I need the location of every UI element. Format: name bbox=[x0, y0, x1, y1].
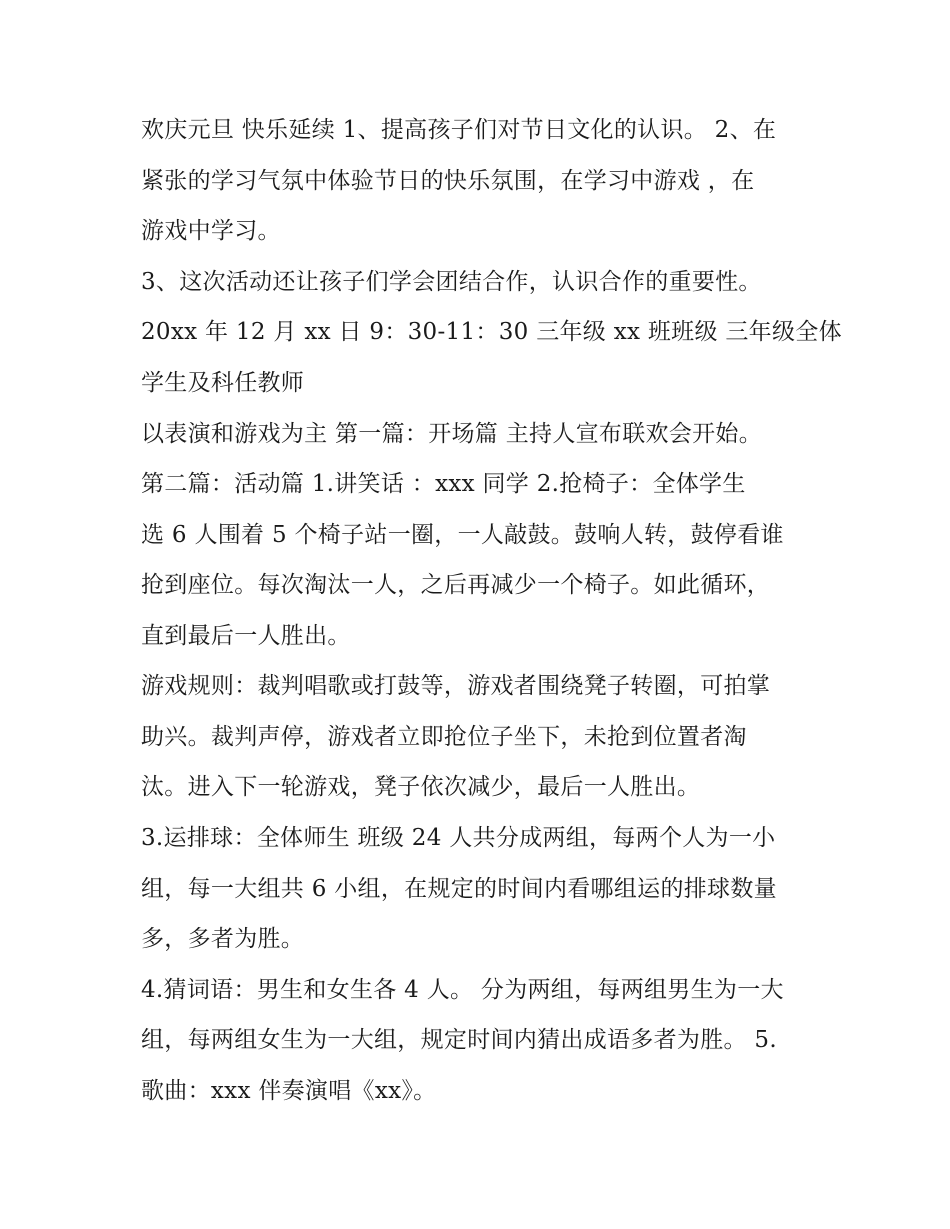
text-line: 4.猜词语：男生和女生各 4 人。 分为两组，每两组男生为一大 bbox=[141, 977, 784, 1003]
text-line: 学生及科任教师 bbox=[141, 370, 305, 396]
text-line: 直到最后一人胜出。 bbox=[141, 623, 351, 649]
text-line: 20xx 年 12 月 xx 日 9：30-11：30 三年级 xx 班班级 三年级全体 bbox=[141, 319, 842, 345]
text-line: 歌曲：xxx 伴奏演唱《xx》。 bbox=[141, 1078, 437, 1104]
text-line: 3、这次活动还让孩子们学会团结合作，认识合作的重要性。 bbox=[141, 269, 762, 295]
text-line: 游戏规则：裁判唱歌或打鼓等，游戏者围绕凳子转圈，可拍掌 bbox=[141, 673, 771, 699]
text-line: 助兴。裁判声停，游戏者立即抢位子坐下，未抢到位置者淘 bbox=[141, 724, 747, 750]
text-line: 紧张的学习气氛中体验节日的快乐氛围，在学习中游戏 ，在 bbox=[141, 168, 755, 194]
text-line: 3.运排球：全体师生 班级 24 人共分成两组，每两个人为一小 bbox=[141, 825, 776, 851]
text-line: 欢庆元旦 快乐延续 1、提高孩子们对节日文化的认识。 2、在 bbox=[141, 117, 777, 143]
text-line: 汰。进入下一轮游戏，凳子依次减少，最后一人胜出。 bbox=[141, 774, 701, 800]
text-line: 抢到座位。每次淘汰一人，之后再减少一个椅子。如此循环， bbox=[141, 572, 771, 598]
text-line: 组，每两组女生为一大组，规定时间内猜出成语多者为胜。 5. bbox=[141, 1027, 777, 1053]
text-line: 多，多者为胜。 bbox=[141, 926, 305, 952]
text-line: 游戏中学习。 bbox=[141, 218, 281, 244]
text-line: 第二篇：活动篇 1.讲笑话 ：xxx 同学 2.抢椅子：全体学生 bbox=[141, 471, 746, 497]
text-line: 组，每一大组共 6 小组，在规定的时间内看哪组运的排球数量 bbox=[141, 876, 777, 902]
text-line: 以表演和游戏为主 第一篇：开场篇 主持人宣布联欢会开始。 bbox=[141, 421, 763, 447]
text-line: 选 6 人围着 5 个椅子站一圈，一人敲鼓。鼓响人转，鼓停看谁 bbox=[141, 522, 784, 548]
